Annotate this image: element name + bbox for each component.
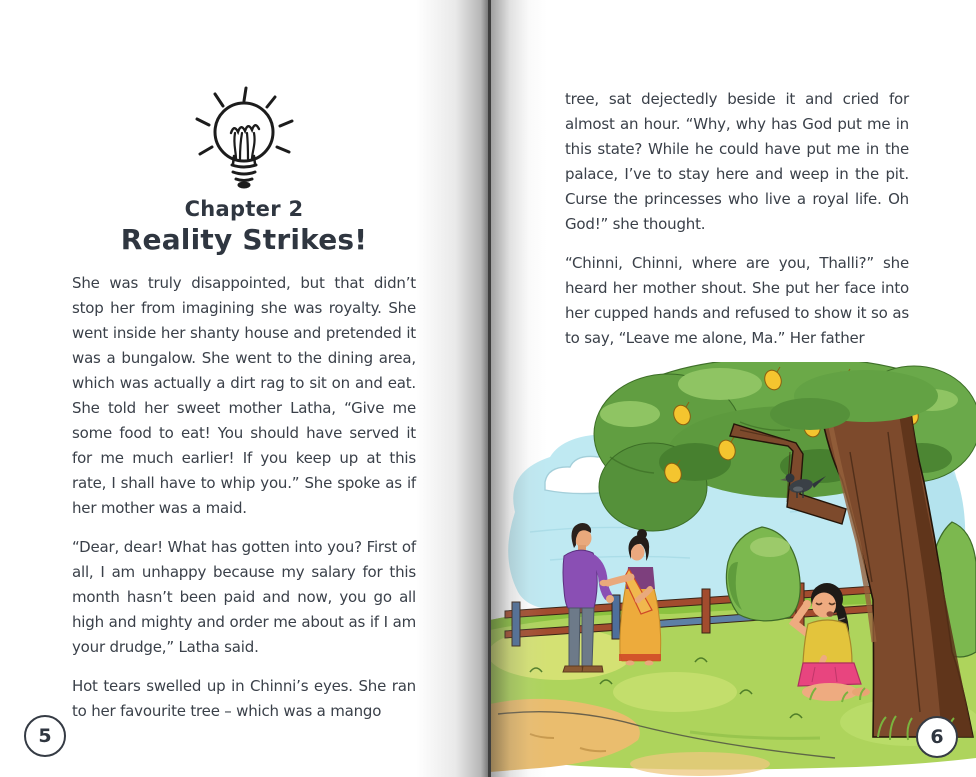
paragraph: tree, sat dejectedly beside it and cried for almost an hour. “Why, why has God put me in this state? While he could have put me in the palace, I’ve to stay here and weep in the pit. Curse the princesses who live a royal life. Oh God!” she thought. — [565, 90, 909, 233]
page-right — [490, 0, 976, 777]
page-gutter-shadow-left — [416, 0, 488, 777]
right-page-body — [565, 87, 909, 365]
paragraph: “Dear, dear! What has gotten into you? First of all, I am unhappy because my salary for this month hasn’t been paid and now, you go all high and mighty and order me about as if I am your drudge,” Latha said. — [72, 538, 416, 656]
page-number-label: 6 — [930, 726, 944, 748]
page-gutter-shadow-right — [491, 0, 547, 777]
paragraph: “Chinni, Chinni, where are you, Thalli?” she heard her mother shout. She put her face into her cupped hands and refused to show it so as to say, “Leave me alone, Ma.” Her father — [565, 254, 909, 347]
page-gutter — [488, 0, 491, 777]
page-number-label: 5 — [38, 725, 52, 747]
chapter-title: Reality Strikes! — [120, 223, 368, 256]
page-number-right — [916, 716, 958, 758]
chapter-label: Chapter 2 — [184, 197, 304, 221]
lightbulb-icon — [178, 86, 308, 191]
page-number-left — [24, 715, 66, 757]
paragraph: Hot tears swelled up in Chinni’s eyes. She ran to her favourite tree – which was a mango — [72, 677, 416, 720]
paragraph: She was truly disappointed, but that didn’t stop her from imagining she was royalty. She went inside her shanty house and pretended it was a bungalow. She went to the dining area, which was actually a dirt rag to sit on and eat. She told her sweet mother Latha, “Give me some food to eat! You should have served it for me much earlier! If you keep up at this rate, I shall have to whip you.” She spoke as if her mother was a maid. — [72, 274, 416, 517]
story-illustration — [490, 362, 976, 777]
left-page-body — [72, 271, 416, 738]
